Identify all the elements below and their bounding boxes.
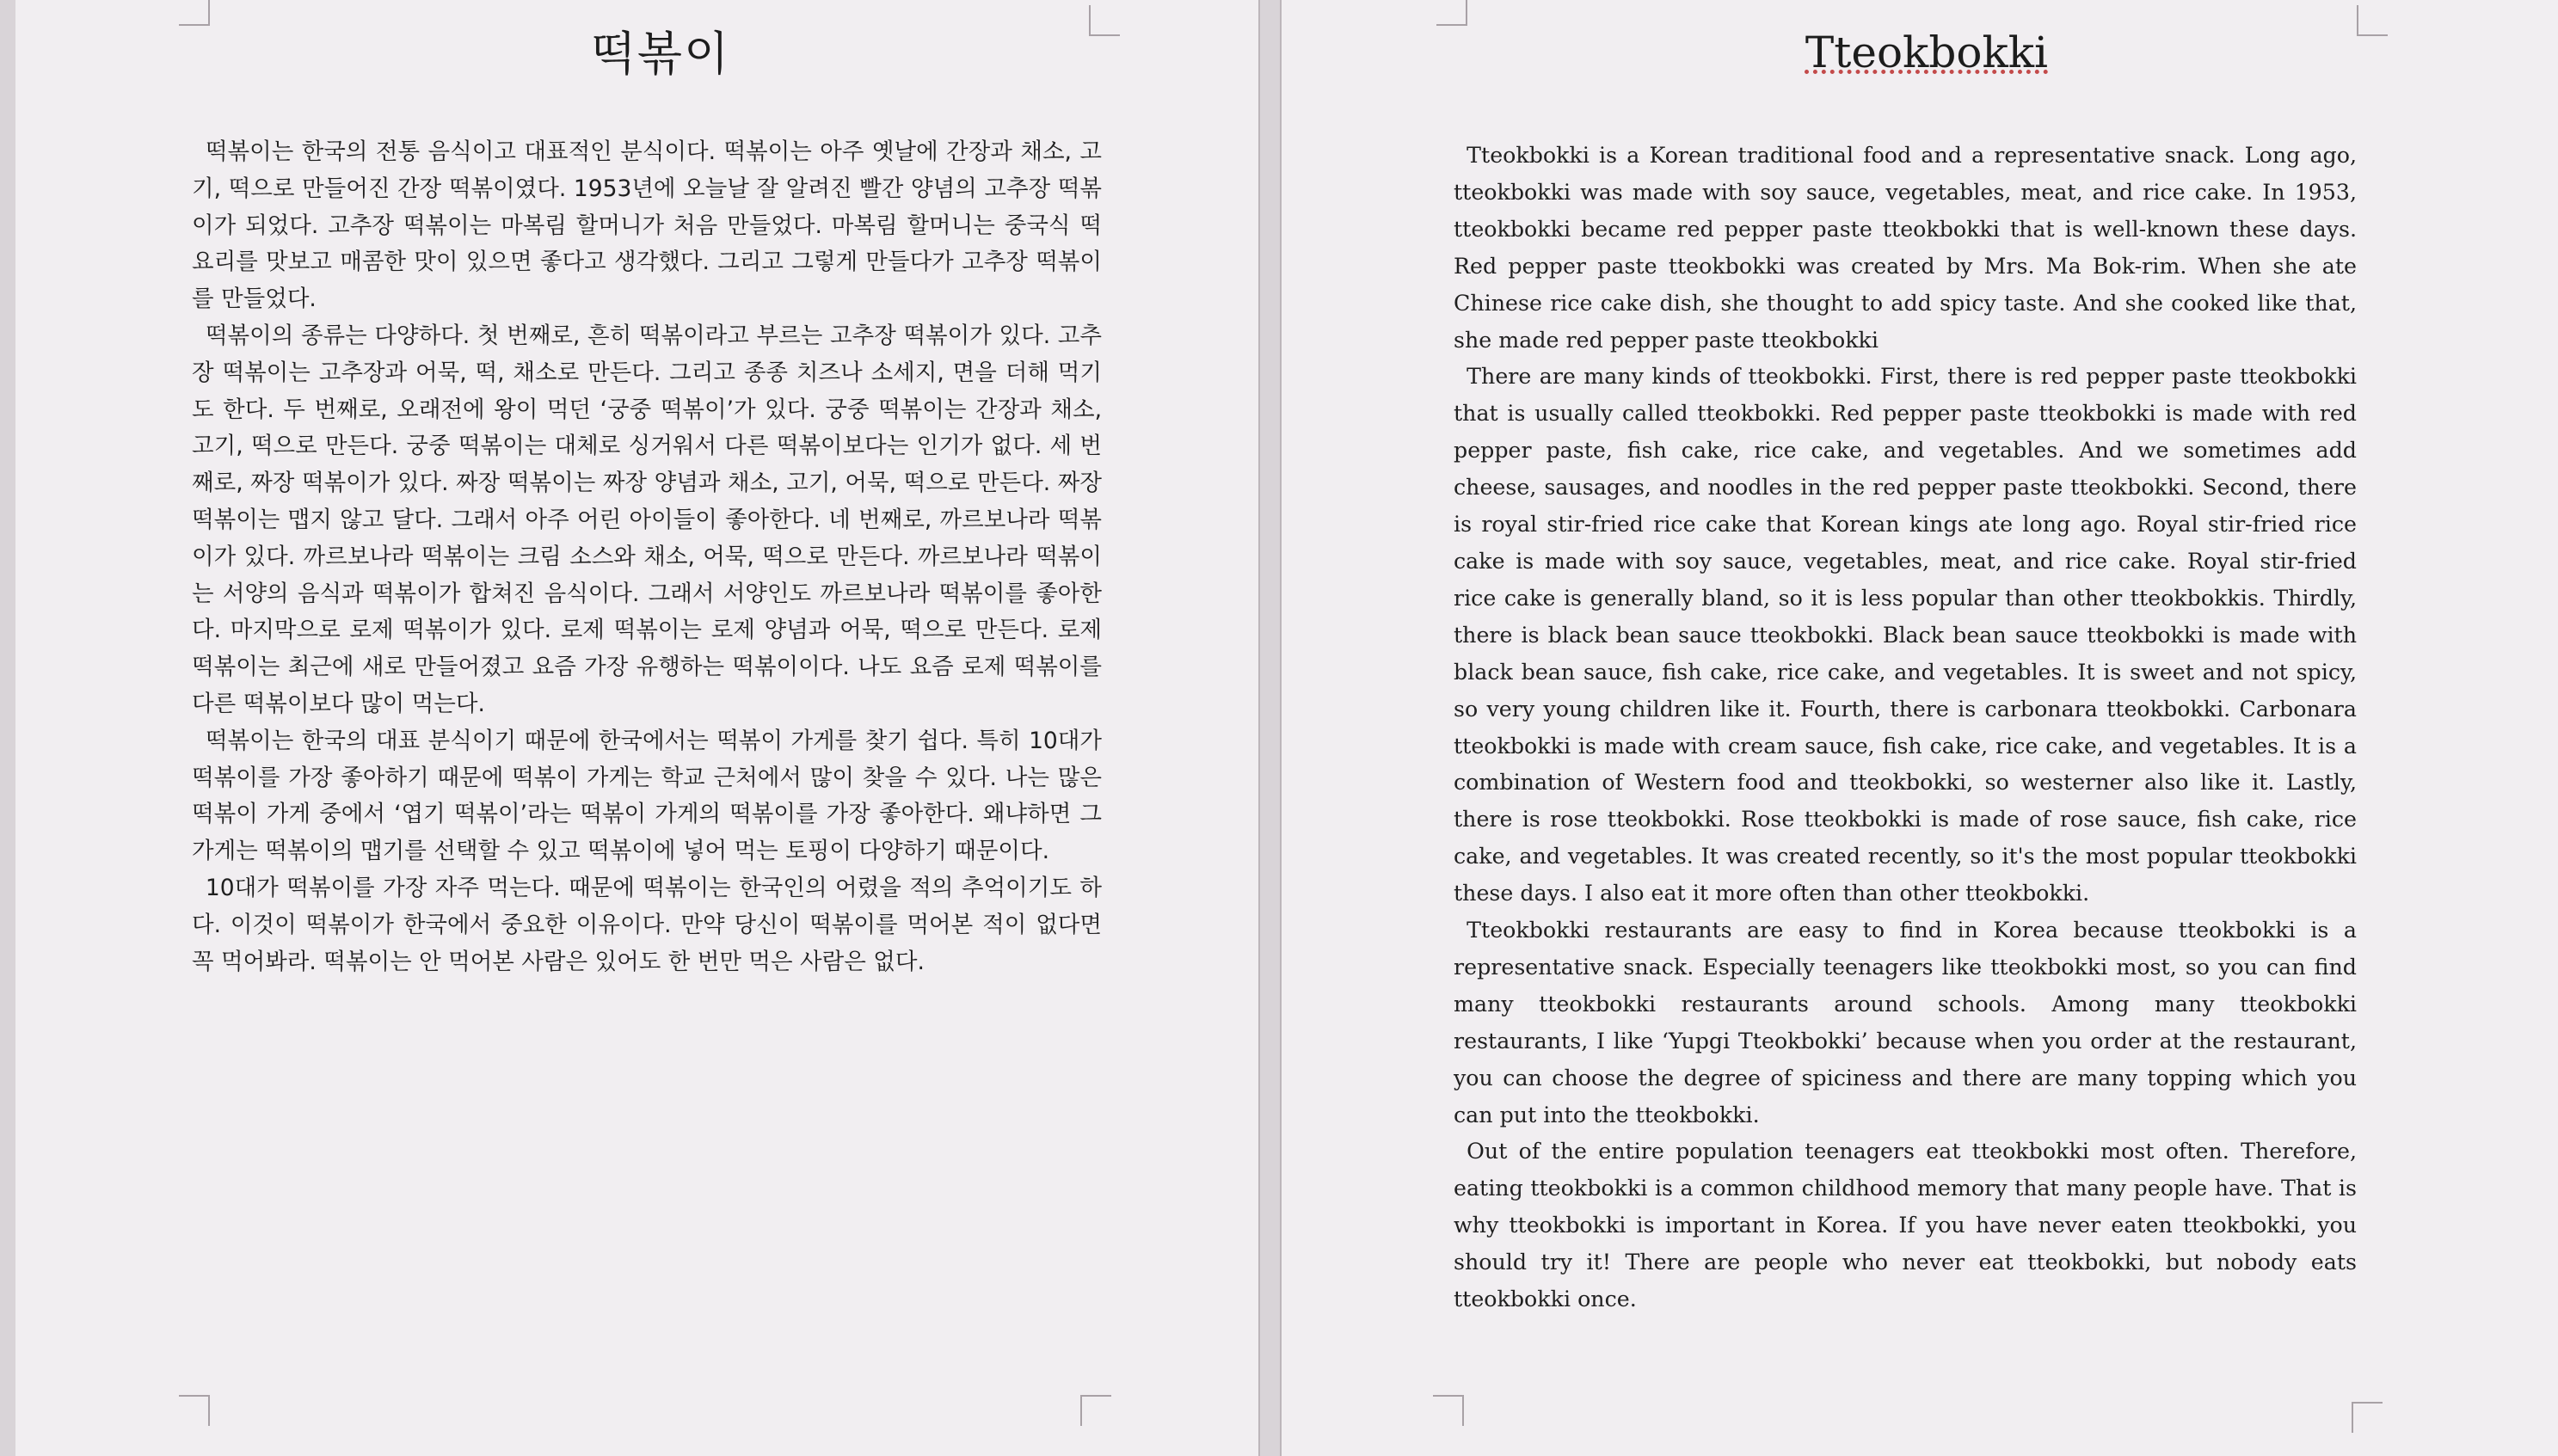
- crop-mark: [2357, 5, 2388, 36]
- paragraph: Tteokbokki is a Korean traditional food and a representative snack. Long ago, tteokbokki was made with soy sauce, vegetables, meat, and rice cake. In 1953, tteokbokki became red pepper paste tteokbokki that is well-known these days. Red pepper paste tteokbokki was created by Mrs. Ma Bok-rim. When she ate Chinese rice cake dish, she thought to add spicy taste. And she cooked like that, she made red pepper paste tteokbokki: [1454, 143, 2357, 353]
- paragraph: 떡볶이는 한국의 전통 음식이고 대표적인 분식이다. 떡볶이는 아주 옛날에 간장과 채소, 고기, 떡으로 만들어진 간장 떡볶이였다. 1953년에 오늘날 잘 알려진 빨간 양념의 고추장 떡볶이가 되었다. 고추장 떡볶이는 마복림 할머니가 처음 만들었다. 마복림 할머니는 중국식 떡 요리를 맛보고 매콤한 맛이 있으면 좋다고 생각했다. 그리고 그렇게 만들다가 고추장 떡볶이를 만들었다.: [192, 138, 1102, 313]
- crop-mark: [1080, 1395, 1111, 1426]
- crop-mark: [179, 1395, 210, 1426]
- page-title-korean: 떡볶이: [590, 27, 731, 81]
- paragraph: 떡볶이는 한국의 대표 분식이기 때문에 한국에서는 떡볶이 가게를 찾기 쉽다. 특히 10대가 떡볶이를 가장 좋아하기 때문에 떡볶이 가게는 학교 근처에서 많이 찾을 수 있다. 나는 많은 떡볶이 가게 중에서 ‘엽기 떡볶이’라는 떡볶이 가게의 떡볶이를 가장 좋아한다. 왜냐하면 그 가게는 떡볶이의 맵기를 선택할 수 있고 떡볶이에 넣어 먹는 토핑이 다양하기 때문이다.: [192, 727, 1102, 865]
- crop-mark: [2352, 1402, 2383, 1433]
- paragraph: Out of the entire population teenagers eat tteokbokki most often. Therefore, eating tteokbokki is a common childhood memory that many people have. That is why tteokbokki is important in Korea. If you have never eaten tteokbokki, you should try it! There are people who never eat tteokbokki, but nobody eats tteokbokki once.: [1454, 1139, 2357, 1312]
- crop-mark: [179, 0, 210, 26]
- crop-mark: [1436, 0, 1467, 26]
- paragraph: There are many kinds of tteokbokki. First, there is red pepper paste tteokbokki that is usually called tteokbokki. Red pepper paste tteokbokki is made with red pepper paste, fish cake, rice cake, and vegetables. And we sometimes add cheese, sausages, and noodles in the red pepper paste tteokbokki. Second, there is royal stir-fried rice cake that Korean kings ate long ago. Royal stir-fried rice cake is made with soy sauce, vegetables, meat, and rice cake. Royal stir-fried rice cake is generally bland, so it is less popular than other tteokbokkis. Thirdly, there is black bean sauce tteokbokki. Black bean sauce tteokbokki is made with black bean sauce, fish cake, rice cake, and vegetables. It is sweet and not spicy, so very young children like it. Fourth, there is carbonara tteokbokki. Carbonara tteokbokki is made with cream sauce, fish cake, rice cake, and vegetables. It is a combination of Western food and tteokbokki, so westerner also like it. Lastly, there is rose tteokbokki. Rose tteokbokki is made of rose sauce, fish cake, rice cake, and vegetables. It was created recently, so it's the most popular tteokbokki these days. I also eat it more often than other tteokbokki.: [1454, 364, 2357, 906]
- paragraph: Tteokbokki restaurants are easy to find in Korea because tteokbokki is a representative snack. Especially teenagers like tteokbokki most, so you can find many tteokbokki restaurants around schools. Among many tteokbokki restaurants, I like ‘Yupgi Tteokbokki’ because when you order at the restaurant, you can choose the degree of spiciness and there are many topping which you can put into the tteokbokki.: [1454, 918, 2357, 1127]
- crop-mark: [1433, 1395, 1464, 1426]
- paragraph: 10대가 떡볶이를 가장 자주 먹는다. 때문에 떡볶이는 한국인의 어렸을 적의 추억이기도 하다. 이것이 떡볶이가 한국에서 중요한 이유이다. 만약 당신이 떡볶이를 먹어본 적이 없다면 꼭 먹어봐라. 떡볶이는 안 먹어본 사람은 있어도 한 번만 먹은 사람은 없다.: [192, 874, 1102, 975]
- page-title-english: Tteokbokki: [1805, 28, 2049, 77]
- body-text-korean[interactable]: [192, 134, 1102, 980]
- paragraph: 떡볶이의 종류는 다양하다. 첫 번째로, 흔히 떡볶이라고 부르는 고추장 떡볶이가 있다. 고추장 떡볶이는 고추장과 어묵, 떡, 채소로 만든다. 그리고 종종 치즈나 소세지, 면을 더해 먹기도 한다. 두 번째로, 오래전에 왕이 먹던 ‘궁중 떡볶이’가 있다. 궁중 떡볶이는 간장과 채소, 고기, 떡으로 만든다. 궁중 떡볶이는 대체로 싱거워서 다른 떡볶이보다는 인기가 없다. 세 번째로, 짜장 떡볶이가 있다. 짜장 떡볶이는 짜장 양념과 채소, 고기, 어묵, 떡으로 만든다. 짜장 떡볶이는 맵지 않고 달다. 그래서 아주 어린 아이들이 좋아한다. 네 번째로, 까르보나라 떡볶이가 있다. 까르보나라 떡볶이는 크림 소스와 채소, 어묵, 떡으로 만든다. 까르보나라 떡볶이는 서양의 음식과 떡볶이가 합쳐진 음식이다. 그래서 서양인도 까르보나라 떡볶이를 좋아한다. 마지막으로 로제 떡볶이가 있다. 로제 떡볶이는 로제 양념과 어묵, 떡으로 만든다. 로제 떡볶이는 최근에 새로 만들어졌고 요즘 가장 유행하는 떡볶이이다. 나도 요즘 로제 떡볶이를 다른 떡볶이보다 많이 먹는다.: [192, 322, 1102, 717]
- crop-mark: [1089, 5, 1120, 36]
- document-page-english[interactable]: [1282, 0, 2558, 1456]
- page-gutter-line: [1258, 0, 1260, 1456]
- document-page-korean[interactable]: [15, 0, 1258, 1456]
- body-text-english[interactable]: [1454, 138, 2357, 1318]
